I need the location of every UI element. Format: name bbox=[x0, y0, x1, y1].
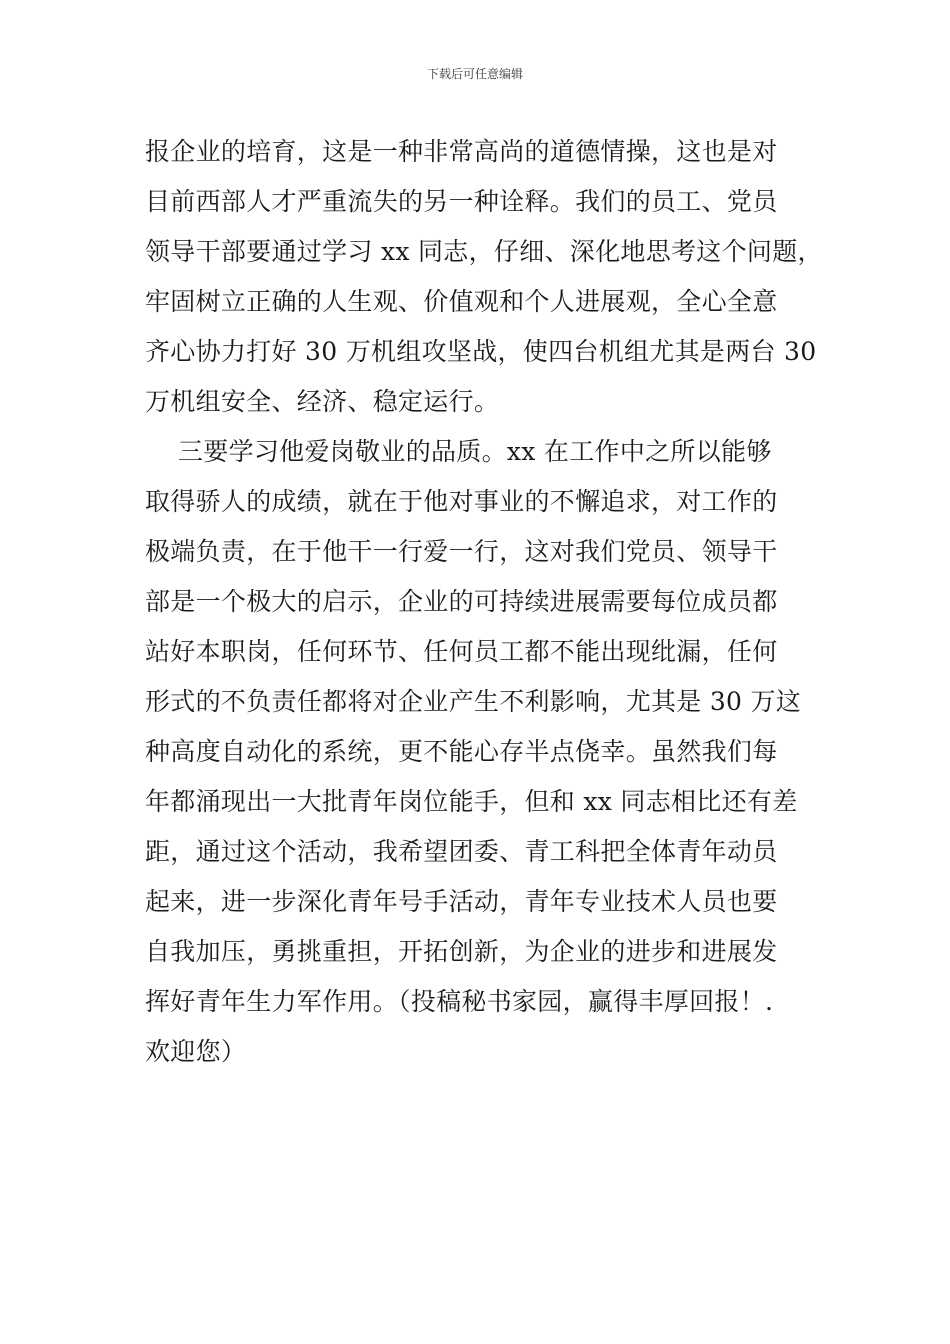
body-line: 起来，进一步深化青年号手活动，青年专业技术人员也要 bbox=[145, 887, 778, 916]
body-line: 目前西部人才严重流失的另一种诠释。我们的员工、党员 bbox=[145, 187, 778, 216]
body-line: 领导干部要通过学习 xx 同志，仔细、深化地思考这个问题， bbox=[145, 237, 823, 266]
document-body bbox=[145, 127, 835, 1077]
body-line: 自我加压，勇挑重担，开拓创新，为企业的进步和进展发 bbox=[145, 937, 778, 966]
body-line: 年都涌现出一大批青年岗位能手，但和 xx 同志相比还有差 bbox=[145, 787, 798, 816]
body-line: 种高度自动化的系统，更不能心存半点侥幸。虽然我们每 bbox=[145, 737, 778, 766]
body-line: 三要学习他爱岗敬业的品质。xx 在工作中之所以能够 bbox=[145, 437, 772, 466]
body-line: 欢迎您） bbox=[145, 1037, 247, 1066]
body-line: 取得骄人的成绩，就在于他对事业的不懈追求，对工作的 bbox=[145, 487, 778, 516]
body-line: 站好本职岗，任何环节、任何员工都不能出现纰漏，任何 bbox=[145, 637, 778, 666]
body-line: 形式的不负责任都将对企业产生不利影响，尤其是 30 万这 bbox=[145, 687, 802, 716]
body-line: 报企业的培育，这是一种非常高尚的道德情操，这也是对 bbox=[145, 137, 778, 166]
body-line: 距，通过这个活动，我希望团委、青工科把全体青年动员 bbox=[145, 837, 778, 866]
page-header: 下载后可任意编辑 bbox=[426, 67, 523, 81]
body-line: 齐心协力打好 30 万机组攻坚战，使四台机组尤其是两台 30 bbox=[145, 337, 817, 366]
body-line: 极端负责，在于他干一行爱一行，这对我们党员、领导干 bbox=[145, 537, 778, 566]
body-line: 部是一个极大的启示，企业的可持续进展需要每位成员都 bbox=[145, 587, 778, 616]
body-line: 牢固树立正确的人生观、价值观和个人进展观，全心全意 bbox=[145, 287, 778, 316]
body-line: 万机组安全、经济、稳定运行。 bbox=[145, 387, 500, 416]
body-line: 挥好青年生力军作用。（投稿秘书家园，赢得丰厚回报！. bbox=[145, 987, 774, 1016]
